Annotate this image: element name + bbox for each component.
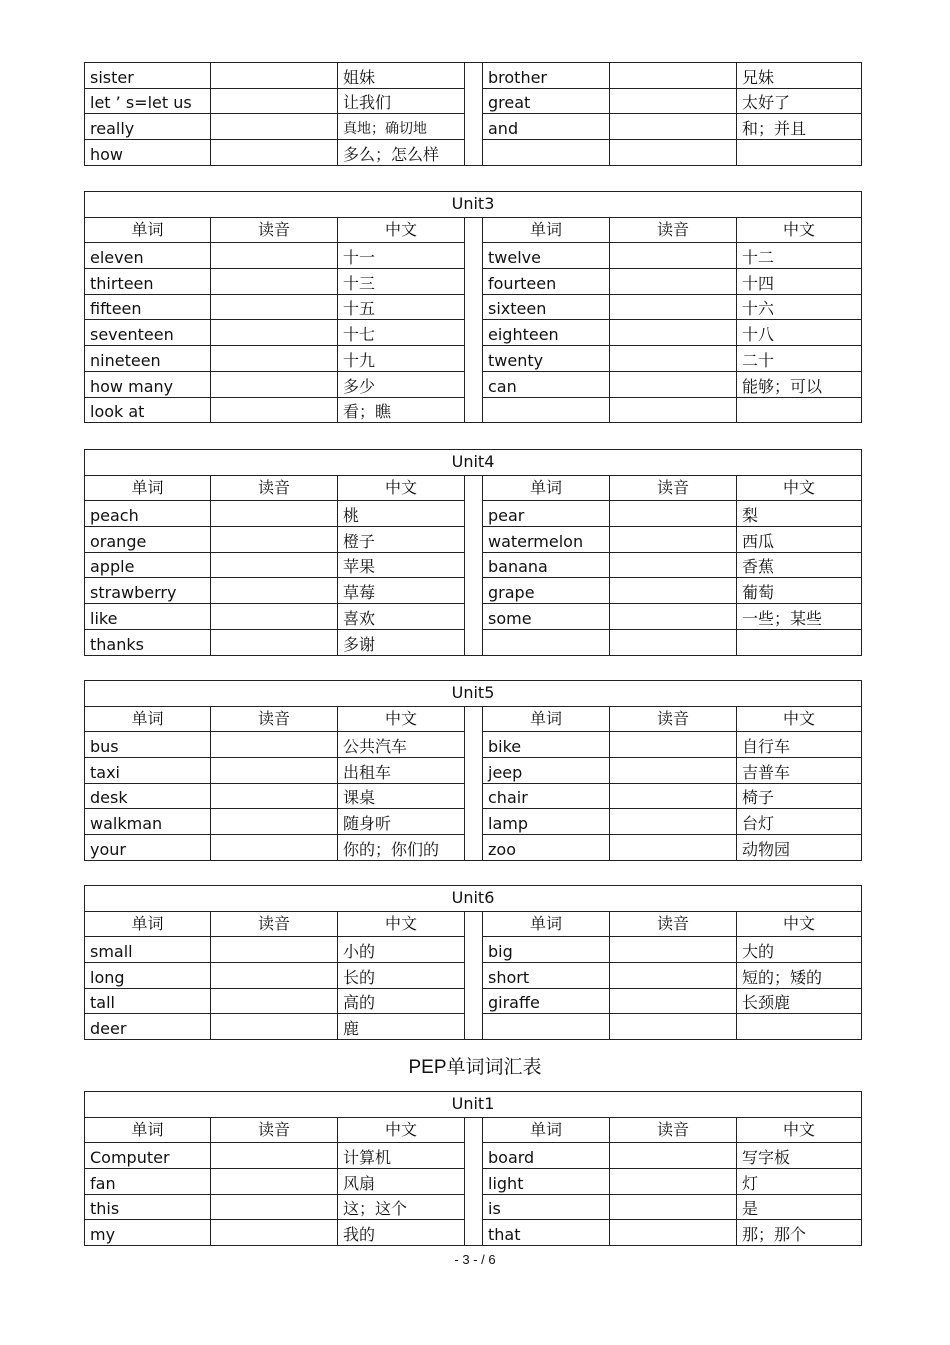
chinese-cell — [737, 629, 862, 655]
word-cell: Computer — [85, 1143, 211, 1169]
word-cell: fan — [85, 1169, 211, 1195]
word-cell: tall — [85, 988, 211, 1014]
word-cell: watermelon — [483, 527, 610, 553]
word-cell — [483, 397, 610, 423]
chinese-cell — [737, 397, 862, 423]
pronunciation-cell — [610, 1143, 737, 1169]
chinese-cell: 看；瞧 — [338, 397, 465, 423]
word-cell: chair — [483, 783, 610, 809]
word-cell: strawberry — [85, 578, 211, 604]
word-cell: peach — [85, 501, 211, 527]
column-header: 单词 — [483, 475, 610, 501]
word-cell: eleven — [85, 243, 211, 269]
unit-title: Unit4 — [85, 450, 862, 476]
chinese-cell — [737, 1014, 862, 1040]
word-cell: short — [483, 963, 610, 989]
chinese-cell: 动物园 — [737, 835, 862, 861]
word-cell: small — [85, 937, 211, 963]
pronunciation-cell — [610, 1169, 737, 1195]
column-header: 单词 — [85, 911, 211, 937]
pronunciation-cell — [610, 269, 737, 295]
word-cell: how — [85, 140, 211, 166]
word-cell: bus — [85, 732, 211, 758]
chinese-cell: 让我们 — [338, 88, 465, 114]
word-cell: board — [483, 1143, 610, 1169]
vocab-table-unit4 — [84, 449, 862, 656]
chinese-cell: 出租车 — [338, 758, 465, 784]
word-cell: is — [483, 1194, 610, 1220]
chinese-cell: 风扇 — [338, 1169, 465, 1195]
vocab-table-unit1 — [84, 1091, 862, 1246]
pronunciation-cell — [211, 501, 338, 527]
word-cell: zoo — [483, 835, 610, 861]
pronunciation-cell — [211, 937, 338, 963]
chinese-cell: 葡萄 — [737, 578, 862, 604]
chinese-cell: 十一 — [338, 243, 465, 269]
column-header: 中文 — [737, 217, 862, 243]
chinese-cell: 兄妹 — [737, 63, 862, 89]
word-cell: my — [85, 1220, 211, 1246]
pronunciation-cell — [211, 988, 338, 1014]
pronunciation-cell — [610, 114, 737, 140]
word-cell: thanks — [85, 629, 211, 655]
column-divider — [465, 706, 483, 860]
column-header: 中文 — [737, 475, 862, 501]
column-header: 中文 — [338, 475, 465, 501]
unit-title-row — [85, 450, 862, 476]
pronunciation-cell — [610, 1014, 737, 1040]
vocab-table-top — [84, 62, 862, 166]
column-header: 单词 — [85, 1117, 211, 1143]
pronunciation-cell — [610, 63, 737, 89]
pronunciation-cell — [610, 371, 737, 397]
unit-title: Unit1 — [85, 1092, 862, 1118]
word-cell: grape — [483, 578, 610, 604]
chinese-cell: 自行车 — [737, 732, 862, 758]
pronunciation-cell — [211, 1220, 338, 1246]
unit-title-row — [85, 1092, 862, 1118]
word-cell: nineteen — [85, 346, 211, 372]
word-cell: fourteen — [483, 269, 610, 295]
column-header: 单词 — [483, 1117, 610, 1143]
word-cell — [483, 629, 610, 655]
chinese-cell: 鹿 — [338, 1014, 465, 1040]
word-cell: seventeen — [85, 320, 211, 346]
pronunciation-cell — [610, 758, 737, 784]
header-row — [85, 217, 862, 243]
pronunciation-cell — [211, 1014, 338, 1040]
page-number: - 3 - / 6 — [454, 1252, 496, 1267]
column-header: 读音 — [211, 475, 338, 501]
pronunciation-cell — [211, 732, 338, 758]
pronunciation-cell — [211, 629, 338, 655]
word-cell: great — [483, 88, 610, 114]
pronunciation-cell — [211, 758, 338, 784]
column-header: 中文 — [338, 911, 465, 937]
column-header: 单词 — [483, 706, 610, 732]
word-cell: sixteen — [483, 294, 610, 320]
chinese-cell — [737, 140, 862, 166]
vocab-table-unit3 — [84, 191, 862, 423]
pronunciation-cell — [610, 1194, 737, 1220]
column-header: 中文 — [737, 911, 862, 937]
word-cell: banana — [483, 552, 610, 578]
pronunciation-cell — [610, 294, 737, 320]
column-divider — [465, 911, 483, 1039]
column-header: 读音 — [610, 217, 737, 243]
chinese-cell: 多谢 — [338, 629, 465, 655]
unit-title: Unit3 — [85, 192, 862, 218]
chinese-cell: 橙子 — [338, 527, 465, 553]
pronunciation-cell — [211, 63, 338, 89]
chinese-cell: 大的 — [737, 937, 862, 963]
chinese-cell: 真地；确切地 — [338, 114, 465, 140]
column-header: 中文 — [338, 1117, 465, 1143]
chinese-cell: 这；这个 — [338, 1194, 465, 1220]
pronunciation-cell — [211, 1169, 338, 1195]
pronunciation-cell — [610, 243, 737, 269]
word-cell: that — [483, 1220, 610, 1246]
word-cell: thirteen — [85, 269, 211, 295]
unit-title-row — [85, 681, 862, 707]
pronunciation-cell — [610, 1220, 737, 1246]
chinese-cell: 喜欢 — [338, 604, 465, 630]
pronunciation-cell — [211, 294, 338, 320]
column-header: 读音 — [610, 706, 737, 732]
chinese-cell: 写字板 — [737, 1143, 862, 1169]
word-cell: big — [483, 937, 610, 963]
pronunciation-cell — [610, 732, 737, 758]
column-header: 中文 — [338, 217, 465, 243]
column-header: 读音 — [610, 911, 737, 937]
pronunciation-cell — [610, 578, 737, 604]
chinese-cell: 台灯 — [737, 809, 862, 835]
pronunciation-cell — [211, 397, 338, 423]
chinese-cell: 课桌 — [338, 783, 465, 809]
chinese-cell: 吉普车 — [737, 758, 862, 784]
word-cell — [483, 1014, 610, 1040]
pronunciation-cell — [211, 269, 338, 295]
word-cell: deer — [85, 1014, 211, 1040]
column-header: 单词 — [483, 217, 610, 243]
chinese-cell: 一些；某些 — [737, 604, 862, 630]
word-cell: let ’ s=let us — [85, 88, 211, 114]
chinese-cell: 梨 — [737, 501, 862, 527]
unit-title-row — [85, 886, 862, 912]
pronunciation-cell — [211, 114, 338, 140]
chinese-cell: 公共汽车 — [338, 732, 465, 758]
word-cell: giraffe — [483, 988, 610, 1014]
chinese-cell: 短的；矮的 — [737, 963, 862, 989]
word-cell: sister — [85, 63, 211, 89]
chinese-cell: 十八 — [737, 320, 862, 346]
word-cell: pear — [483, 501, 610, 527]
chinese-cell: 西瓜 — [737, 527, 862, 553]
chinese-cell: 十七 — [338, 320, 465, 346]
chinese-cell: 和；并且 — [737, 114, 862, 140]
pronunciation-cell — [211, 835, 338, 861]
chinese-cell: 能够；可以 — [737, 371, 862, 397]
chinese-cell: 姐妹 — [338, 63, 465, 89]
column-header: 中文 — [338, 706, 465, 732]
word-cell: brother — [483, 63, 610, 89]
pronunciation-cell — [610, 501, 737, 527]
pronunciation-cell — [211, 963, 338, 989]
word-cell — [483, 140, 610, 166]
column-divider — [465, 475, 483, 655]
unit-title: Unit5 — [85, 681, 862, 707]
word-cell: your — [85, 835, 211, 861]
word-cell: desk — [85, 783, 211, 809]
pronunciation-cell — [211, 140, 338, 166]
pronunciation-cell — [211, 346, 338, 372]
chinese-cell: 多么；怎么样 — [338, 140, 465, 166]
header-row — [85, 475, 862, 501]
column-header: 单词 — [85, 475, 211, 501]
word-cell: really — [85, 114, 211, 140]
chinese-cell: 高的 — [338, 988, 465, 1014]
page-title: PEP单词词汇表 — [408, 1057, 542, 1078]
header-row — [85, 911, 862, 937]
word-cell: fifteen — [85, 294, 211, 320]
column-header: 单词 — [483, 911, 610, 937]
column-header: 单词 — [85, 706, 211, 732]
pronunciation-cell — [610, 783, 737, 809]
column-divider — [465, 217, 483, 423]
chinese-cell: 那；那个 — [737, 1220, 862, 1246]
chinese-cell: 是 — [737, 1194, 862, 1220]
word-cell: bike — [483, 732, 610, 758]
pronunciation-cell — [610, 988, 737, 1014]
column-header: 中文 — [737, 1117, 862, 1143]
chinese-cell: 草莓 — [338, 578, 465, 604]
word-cell: orange — [85, 527, 211, 553]
pronunciation-cell — [211, 783, 338, 809]
chinese-cell: 随身听 — [338, 809, 465, 835]
word-cell: twelve — [483, 243, 610, 269]
word-cell: apple — [85, 552, 211, 578]
word-cell: lamp — [483, 809, 610, 835]
column-header: 读音 — [610, 475, 737, 501]
pronunciation-cell — [211, 809, 338, 835]
pronunciation-cell — [610, 552, 737, 578]
chinese-cell: 十五 — [338, 294, 465, 320]
word-cell: some — [483, 604, 610, 630]
chinese-cell: 你的；你们的 — [338, 835, 465, 861]
pronunciation-cell — [211, 527, 338, 553]
word-cell: light — [483, 1169, 610, 1195]
word-cell: look at — [85, 397, 211, 423]
word-cell: can — [483, 371, 610, 397]
unit-title-row — [85, 192, 862, 218]
column-divider — [465, 1117, 483, 1245]
chinese-cell: 多少 — [338, 371, 465, 397]
word-cell: how many — [85, 371, 211, 397]
chinese-cell: 十九 — [338, 346, 465, 372]
vocab-table-unit6 — [84, 885, 862, 1040]
header-row — [85, 706, 862, 732]
column-header: 读音 — [211, 706, 338, 732]
pronunciation-cell — [610, 604, 737, 630]
chinese-cell: 十四 — [737, 269, 862, 295]
pronunciation-cell — [610, 320, 737, 346]
chinese-cell: 计算机 — [338, 1143, 465, 1169]
table-row — [85, 63, 862, 89]
pronunciation-cell — [211, 320, 338, 346]
word-cell: like — [85, 604, 211, 630]
column-header: 中文 — [737, 706, 862, 732]
pronunciation-cell — [610, 809, 737, 835]
chinese-cell: 我的 — [338, 1220, 465, 1246]
word-cell: eighteen — [483, 320, 610, 346]
chinese-cell: 十二 — [737, 243, 862, 269]
word-cell: walkman — [85, 809, 211, 835]
column-header: 读音 — [211, 911, 338, 937]
pronunciation-cell — [211, 1194, 338, 1220]
pronunciation-cell — [211, 604, 338, 630]
pronunciation-cell — [610, 346, 737, 372]
pronunciation-cell — [211, 88, 338, 114]
chinese-cell: 小的 — [338, 937, 465, 963]
pronunciation-cell — [211, 243, 338, 269]
word-cell: long — [85, 963, 211, 989]
word-cell: taxi — [85, 758, 211, 784]
chinese-cell: 椅子 — [737, 783, 862, 809]
header-row — [85, 1117, 862, 1143]
vocab-table-unit5 — [84, 680, 862, 861]
unit-title: Unit6 — [85, 886, 862, 912]
pronunciation-cell — [610, 397, 737, 423]
chinese-cell: 二十 — [737, 346, 862, 372]
word-cell: jeep — [483, 758, 610, 784]
chinese-cell: 太好了 — [737, 88, 862, 114]
pronunciation-cell — [610, 937, 737, 963]
pronunciation-cell — [610, 527, 737, 553]
pronunciation-cell — [610, 140, 737, 166]
word-cell: twenty — [483, 346, 610, 372]
chinese-cell: 长颈鹿 — [737, 988, 862, 1014]
word-cell: and — [483, 114, 610, 140]
column-divider — [465, 63, 483, 166]
word-cell: this — [85, 1194, 211, 1220]
chinese-cell: 十六 — [737, 294, 862, 320]
chinese-cell: 香蕉 — [737, 552, 862, 578]
column-header: 读音 — [211, 1117, 338, 1143]
pronunciation-cell — [610, 963, 737, 989]
pronunciation-cell — [211, 552, 338, 578]
pronunciation-cell — [211, 371, 338, 397]
column-header: 读音 — [211, 217, 338, 243]
pronunciation-cell — [610, 629, 737, 655]
chinese-cell: 灯 — [737, 1169, 862, 1195]
chinese-cell: 十三 — [338, 269, 465, 295]
column-header: 读音 — [610, 1117, 737, 1143]
chinese-cell: 桃 — [338, 501, 465, 527]
chinese-cell: 苹果 — [338, 552, 465, 578]
column-header: 单词 — [85, 217, 211, 243]
pronunciation-cell — [211, 578, 338, 604]
chinese-cell: 长的 — [338, 963, 465, 989]
pronunciation-cell — [610, 88, 737, 114]
pronunciation-cell — [610, 835, 737, 861]
pronunciation-cell — [211, 1143, 338, 1169]
